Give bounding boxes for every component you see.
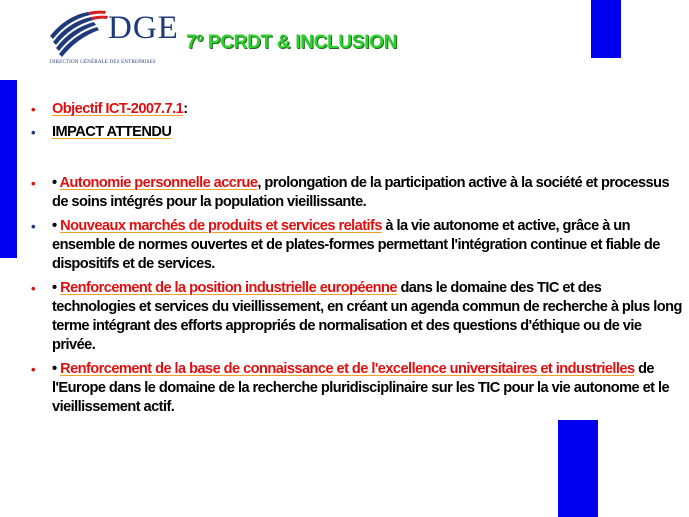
highlighted-text: Objectif ICT-2007.7.1 — [52, 101, 184, 117]
bullet-item — [24, 123, 686, 142]
bullet-marker: • — [30, 281, 35, 296]
bullet-marker: • — [30, 219, 35, 234]
body-text: • — [52, 280, 61, 296]
highlighted-text: Renforcement de la position industrielle européenne — [60, 280, 397, 296]
body-text: à la vie autonome et active, grâce à un ensemble de normes ouvertes et de plates-formes permettant l'intégration continue et fiable de dispositifs et de services. — [52, 218, 660, 272]
body-text: • — [52, 361, 61, 377]
bullet-item — [24, 360, 686, 417]
highlighted-text: Nouveaux marchés de produits et services relatifs — [60, 218, 382, 234]
bullet-marker: • — [30, 176, 35, 191]
body-text: • — [52, 175, 60, 191]
bullet-list — [24, 100, 686, 417]
bullet-item — [24, 217, 686, 274]
dge-logo — [48, 8, 179, 66]
bullet-marker: • — [30, 102, 35, 117]
bottom-right-blue-bar — [558, 420, 598, 517]
body-text: , prolongation de la participation active à la société et processus de soins intégrés pour la population vieillissante. — [52, 175, 670, 210]
left-blue-bar — [0, 80, 17, 258]
bullet-marker: • — [30, 362, 35, 377]
bullet-item — [24, 174, 686, 212]
highlighted-text: Renforcement de la base de connaissance et de l'excellence universitaires et industrielles — [60, 361, 635, 377]
logo-wordmark: DGE — [108, 10, 179, 46]
body-text: dans le domaine des TIC et des technologies et services du vieillissement, en créant un agenda commun de recherche à plus long terme intégrant des efforts appropriés de normalisation et des questions d'éthique ou de vie privée. — [52, 280, 682, 353]
striped-wave-logo-icon — [48, 8, 110, 60]
body-text: IMPACT ATTENDU — [52, 124, 172, 140]
slide-title: 7º PCRDT & INCLUSION — [186, 32, 398, 53]
body-text: • — [52, 218, 61, 234]
bullet-item — [24, 279, 686, 355]
body-text: : — [183, 101, 188, 117]
top-right-blue-bar — [591, 0, 621, 58]
highlighted-text: Autonomie personnelle accrue — [59, 175, 258, 191]
bullet-marker: • — [30, 125, 35, 140]
body-text: de l'Europe dans le domaine de la recherche pluridisciplinaire sur les TIC pour la vie autonome et le vieillissement actif. — [52, 361, 670, 415]
bullet-item — [24, 100, 686, 119]
logo-subtitle: DIRECTION GÉNÉRALE DES ENTREPRISES — [50, 60, 156, 65]
